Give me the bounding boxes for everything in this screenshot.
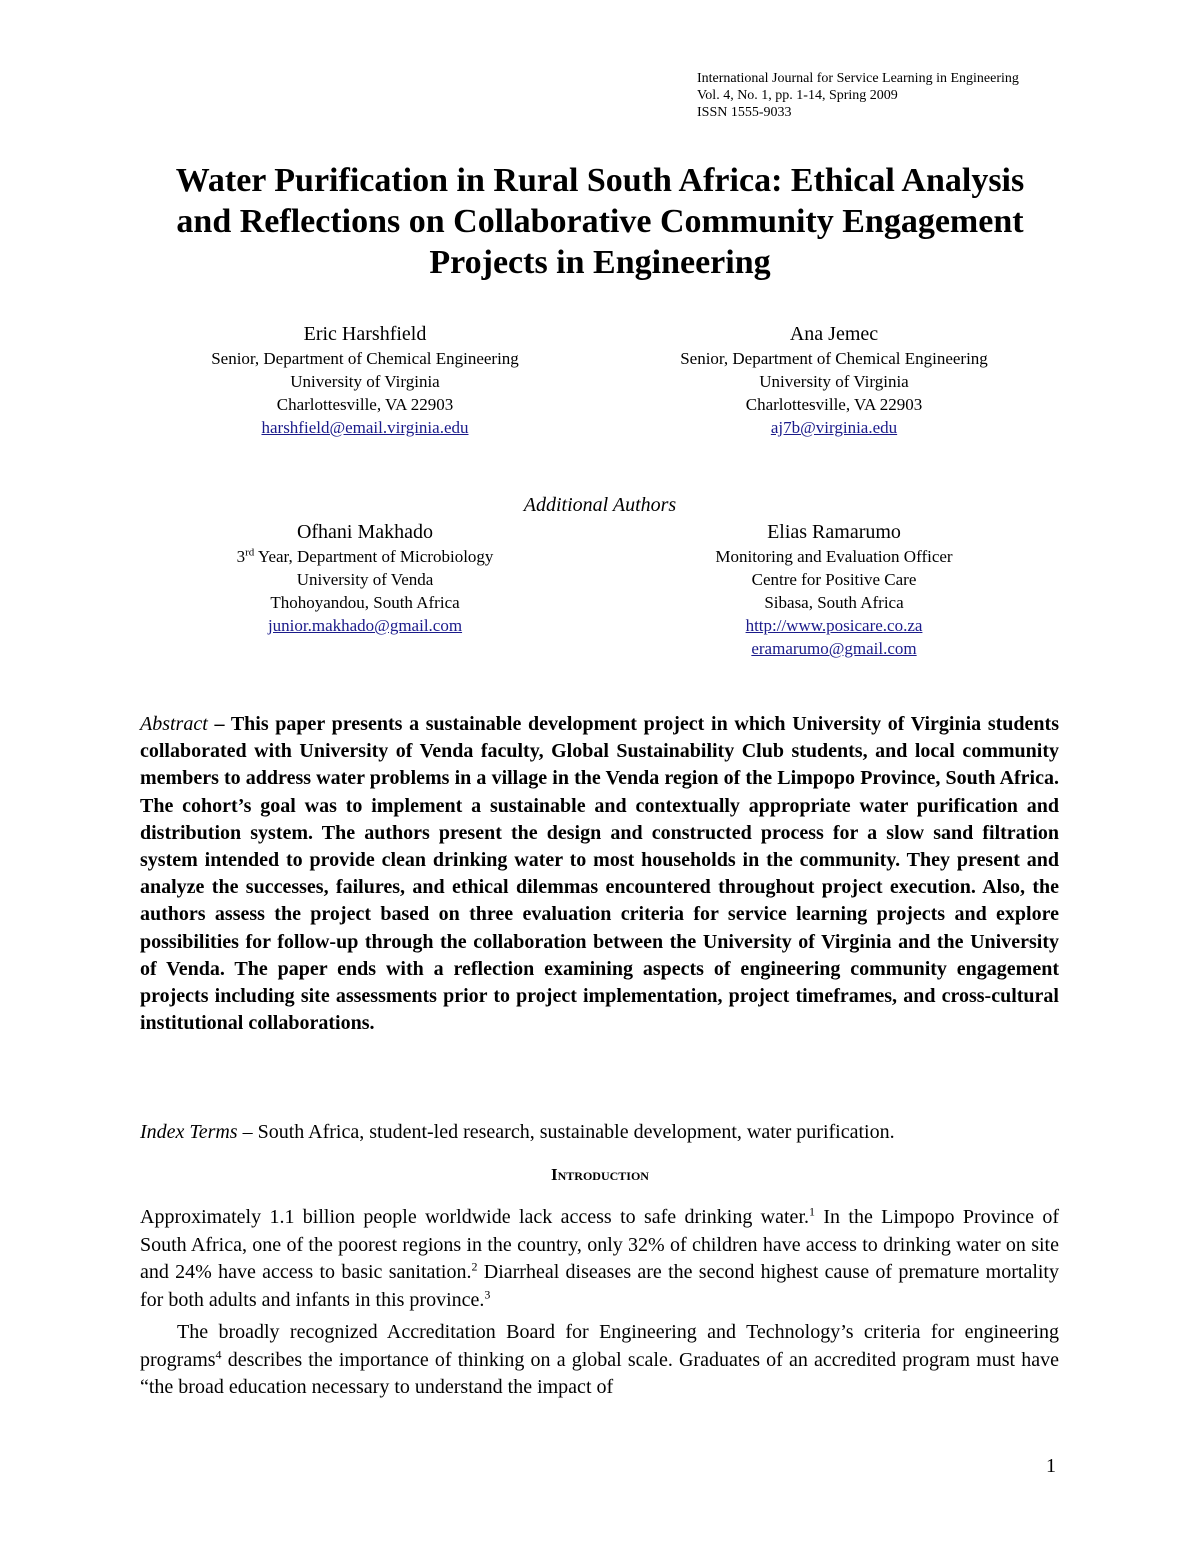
author-institution: University of Virginia <box>759 372 909 391</box>
position-text: Year, Department of Microbiology <box>254 547 494 566</box>
introduction-body <box>140 1204 1059 1402</box>
index-terms-label: Index Terms <box>140 1121 238 1143</box>
paragraph <box>140 1204 1059 1314</box>
author-name: Ofhani Makhado <box>296 521 434 543</box>
journal-header <box>697 70 1019 121</box>
footnote-ref[interactable]: 4 <box>215 1346 222 1361</box>
index-terms-text: South Africa, student-led research, sustainable development, water purification. <box>257 1121 895 1143</box>
sentence: describes the importance of thinking on a global scale. Graduates of an accredited program must have “the broad education necessary to understand the impact of <box>140 1348 1059 1398</box>
abstract-separator: – <box>207 713 231 735</box>
journal-issn: ISSN 1555-9033 <box>697 105 792 120</box>
sentence: The broadly recognized Accreditation Board for Engineering and Technology’s criteria for engineering programs <box>140 1321 1059 1371</box>
page-number: 1 <box>1046 1455 1056 1477</box>
index-terms-separator: – <box>237 1121 258 1143</box>
author-name: Elias Ramarumo <box>767 521 901 543</box>
title-line: Water Purification in Rural South Africa: Ethical Analysis <box>175 162 1025 199</box>
journal-name: International Journal for Service Learning in Engineering <box>697 71 1019 86</box>
author-position: Monitoring and Evaluation Officer <box>715 547 953 566</box>
author-location: Sibasa, South Africa <box>764 593 904 612</box>
author-institution: University of Virginia <box>290 372 440 391</box>
section-heading-introduction: Introduction <box>551 1165 649 1184</box>
footnote-ref[interactable]: 3 <box>484 1286 491 1301</box>
author-position <box>165 545 565 568</box>
author-block-jemec <box>634 321 1034 439</box>
ordinal-suffix: rd <box>245 546 255 559</box>
paragraph <box>140 1319 1059 1402</box>
sentence: Approximately 1.1 billion people worldwide lack access to safe drinking water. <box>140 1206 809 1228</box>
author-block-harshfield <box>165 321 565 439</box>
author-block-ramarumo <box>634 519 1034 660</box>
author-institution: University of Venda <box>296 570 434 589</box>
sentence: Diarrheal diseases are the second highest cause of premature mortality for both adults and infants in this province. <box>140 1261 1059 1311</box>
author-institution: Centre for Positive Care <box>751 570 917 589</box>
abstract-label: Abstract <box>140 713 208 735</box>
author-email-link[interactable]: aj7b@virginia.edu <box>770 418 898 437</box>
footnote-ref[interactable]: 2 <box>471 1259 478 1274</box>
author-email-link[interactable]: harshfield@email.virginia.edu <box>261 418 469 437</box>
author-location: Charlottesville, VA 22903 <box>276 395 454 414</box>
sentence: In the Limpopo Province of South Africa, one of the poorest regions in the country, only 32% of children have access to drinking water on site and 24% have access to basic sanitation. <box>140 1206 1059 1283</box>
additional-authors-label: Additional Authors <box>523 494 677 516</box>
author-name: Ana Jemec <box>789 323 879 345</box>
abstract <box>140 711 1059 1037</box>
title-line: Projects in Engineering <box>429 244 771 281</box>
ordinal-number: 3 <box>236 547 246 566</box>
author-website-link[interactable]: http://www.posicare.co.za <box>745 616 923 635</box>
author-email-link[interactable]: eramarumo@gmail.com <box>751 639 917 658</box>
abstract-text: This paper presents a sustainable development project in which University of Virginia students collaborated with University of Venda faculty, Global Sustainability Club students, and local community members to address water problems in a village in the Venda region of the Limpopo Province, South Africa. The cohort’s goal was to implement a sustainable and contextually appropriate water purification and distribution system. The authors present the design and constructed process for a slow sand filtration system intended to provide clean drinking water to most households in the community. They present and analyze the successes, failures, and ethical dilemmas encountered throughout project execution. Also, the authors assess the project based on three evaluation criteria for service learning projects and explore possibilities for follow-up through the collaboration between the University of Virginia and the University of Venda. The paper ends with a reflection examining aspects of engineering community engagement projects including site assessments prior to project implementation, project timeframes, and cross-cultural institutional collaborations. <box>140 713 1059 1035</box>
index-terms <box>140 1119 1059 1145</box>
author-email-link[interactable]: junior.makhado@gmail.com <box>267 616 463 635</box>
author-name: Eric Harshfield <box>303 323 427 345</box>
journal-issue: Vol. 4, No. 1, pp. 1-14, Spring 2009 <box>697 88 898 103</box>
title-line: and Reflections on Collaborative Community Engagement <box>176 203 1024 240</box>
author-position: Senior, Department of Chemical Engineering <box>680 349 988 368</box>
author-block-makhado <box>165 519 565 637</box>
author-location: Thohoyandou, South Africa <box>270 593 460 612</box>
paper-title <box>100 160 1100 283</box>
author-position: Senior, Department of Chemical Engineering <box>211 349 519 368</box>
author-location: Charlottesville, VA 22903 <box>745 395 923 414</box>
footnote-ref[interactable]: 1 <box>809 1204 815 1219</box>
